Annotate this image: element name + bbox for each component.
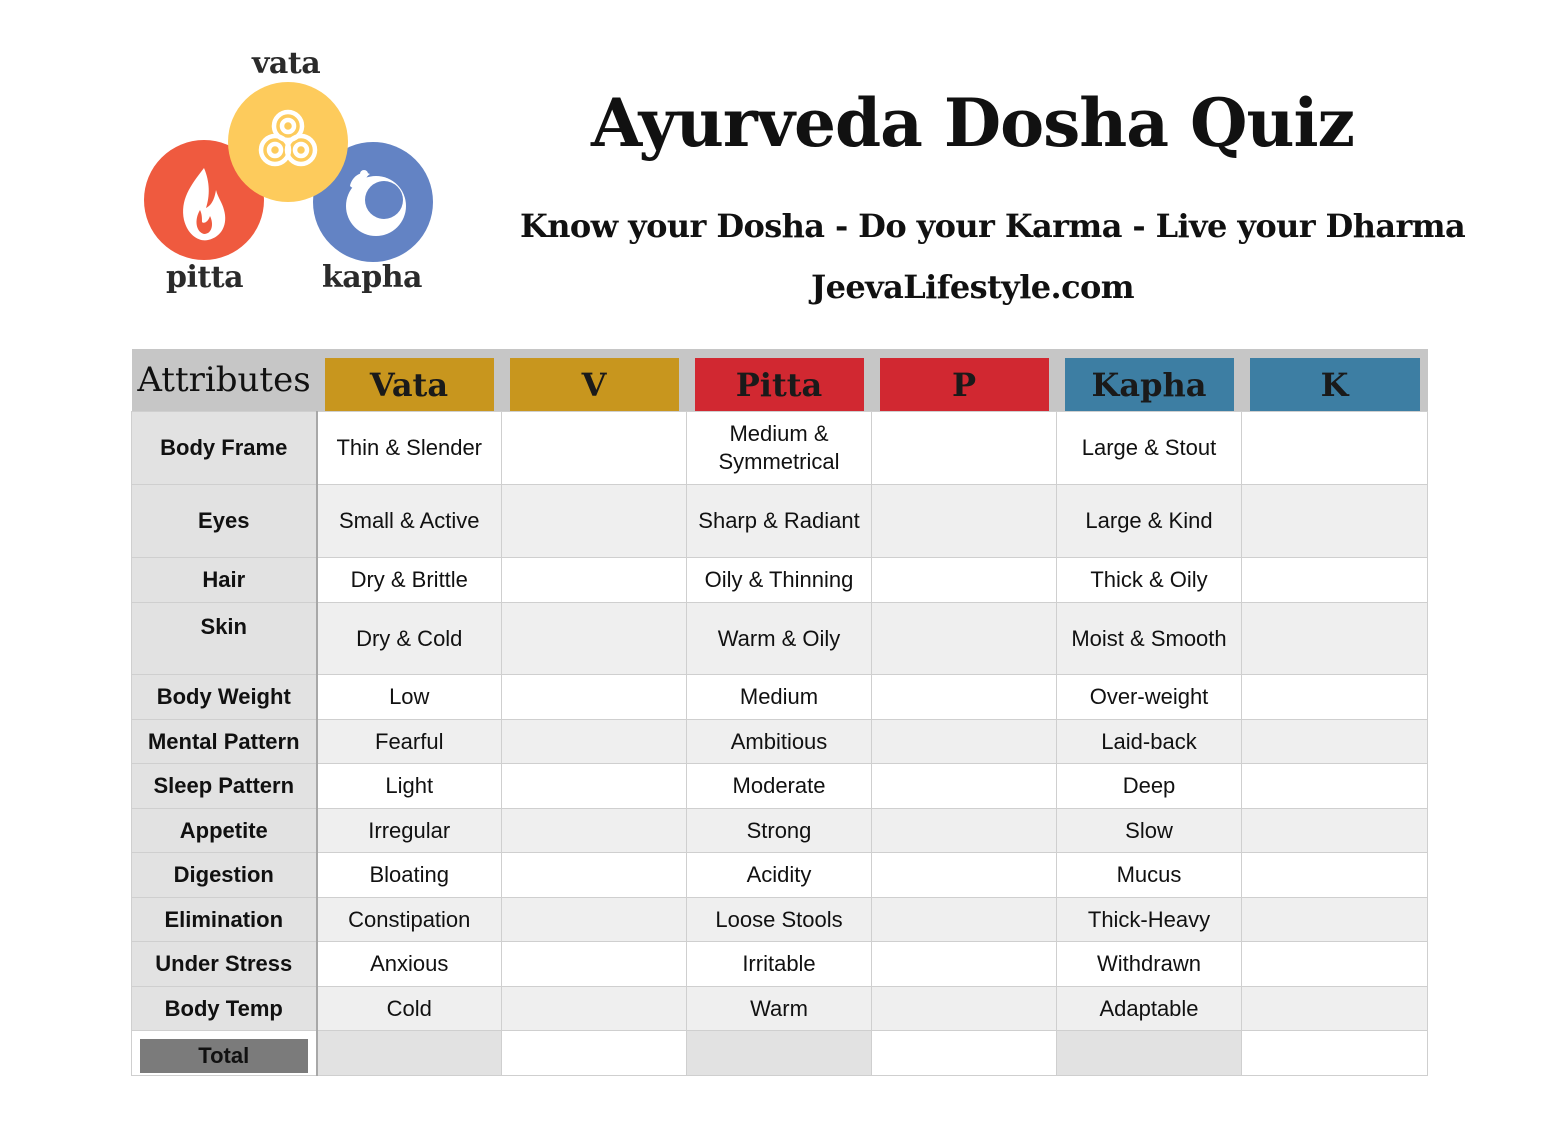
pitta-total-cell — [687, 1031, 872, 1076]
p-score-cell[interactable] — [872, 898, 1057, 942]
column-header-k-label: K — [1250, 358, 1420, 411]
vata-cell: Dry & Cold — [317, 603, 502, 675]
table-row — [132, 603, 1428, 675]
kapha-cell: Deep — [1057, 764, 1242, 809]
kapha-cell: Laid-back — [1057, 720, 1242, 764]
vata-cell: Constipation — [317, 898, 502, 942]
v-score-cell[interactable] — [502, 603, 687, 675]
column-header-vata — [317, 349, 502, 412]
table-row — [132, 558, 1428, 603]
column-header-k — [1242, 349, 1428, 412]
pitta-cell: Medium — [687, 675, 872, 720]
vata-cell: Cold — [317, 987, 502, 1031]
total-label: Total — [140, 1039, 308, 1073]
pitta-cell: Loose Stools — [687, 898, 872, 942]
attribute-cell: Digestion — [132, 853, 317, 898]
table-row — [132, 764, 1428, 809]
kapha-cell: Large & Stout — [1057, 412, 1242, 485]
column-header-pitta — [687, 349, 872, 412]
vata-cell: Anxious — [317, 942, 502, 987]
vata-cell: Bloating — [317, 853, 502, 898]
table-row — [132, 898, 1428, 942]
attribute-cell: Skin — [132, 603, 317, 675]
k-total-cell[interactable] — [1242, 1031, 1428, 1076]
vata-cell: Small & Active — [317, 485, 502, 558]
v-score-cell[interactable] — [502, 412, 687, 485]
k-score-cell[interactable] — [1242, 720, 1428, 764]
page-subtitle: Know your Dosha - Do your Karma - Live your Dharma — [520, 207, 1466, 245]
p-score-cell[interactable] — [872, 675, 1057, 720]
k-score-cell[interactable] — [1242, 485, 1428, 558]
v-score-cell[interactable] — [502, 675, 687, 720]
p-score-cell[interactable] — [872, 809, 1057, 853]
pitta-cell: Strong — [687, 809, 872, 853]
p-score-cell[interactable] — [872, 558, 1057, 603]
kapha-cell: Large & Kind — [1057, 485, 1242, 558]
dosha-logo — [138, 40, 448, 310]
kapha-cell: Moist & Smooth — [1057, 603, 1242, 675]
table-row — [132, 485, 1428, 558]
k-score-cell[interactable] — [1242, 809, 1428, 853]
v-score-cell[interactable] — [502, 898, 687, 942]
attribute-cell: Hair — [132, 558, 317, 603]
attribute-cell: Body Frame — [132, 412, 317, 485]
k-score-cell[interactable] — [1242, 853, 1428, 898]
kapha-cell: Thick-Heavy — [1057, 898, 1242, 942]
kapha-logo-label: kapha — [322, 260, 422, 295]
column-header-vata-label: Vata — [325, 358, 494, 411]
k-score-cell[interactable] — [1242, 603, 1428, 675]
total-label-cell — [132, 1031, 317, 1076]
v-score-cell[interactable] — [502, 809, 687, 853]
p-total-cell[interactable] — [872, 1031, 1057, 1076]
column-header-pitta-label: Pitta — [695, 358, 864, 411]
vata-cell: Fearful — [317, 720, 502, 764]
total-row — [132, 1031, 1428, 1076]
attribute-cell: Body Temp — [132, 987, 317, 1031]
v-score-cell[interactable] — [502, 987, 687, 1031]
p-score-cell[interactable] — [872, 412, 1057, 485]
column-header-p — [872, 349, 1057, 412]
table-row — [132, 809, 1428, 853]
vata-cell: Low — [317, 675, 502, 720]
pitta-cell: Oily & Thinning — [687, 558, 872, 603]
pitta-cell: Moderate — [687, 764, 872, 809]
k-score-cell[interactable] — [1242, 412, 1428, 485]
table-row — [132, 720, 1428, 764]
vata-cell: Dry & Brittle — [317, 558, 502, 603]
pitta-cell: Ambitious — [687, 720, 872, 764]
kapha-total-cell — [1057, 1031, 1242, 1076]
p-score-cell[interactable] — [872, 485, 1057, 558]
kapha-cell: Over-weight — [1057, 675, 1242, 720]
kapha-cell: Mucus — [1057, 853, 1242, 898]
vata-cell: Irregular — [317, 809, 502, 853]
p-score-cell[interactable] — [872, 853, 1057, 898]
p-score-cell[interactable] — [872, 720, 1057, 764]
table-row — [132, 987, 1428, 1031]
vata-logo-label: vata — [252, 46, 321, 81]
p-score-cell[interactable] — [872, 764, 1057, 809]
pitta-cell: Warm & Oily — [687, 603, 872, 675]
column-header-attributes: Attributes — [132, 349, 317, 412]
table-row — [132, 412, 1428, 485]
attribute-cell: Eyes — [132, 485, 317, 558]
kapha-cell: Thick & Oily — [1057, 558, 1242, 603]
v-score-cell[interactable] — [502, 558, 687, 603]
v-score-cell[interactable] — [502, 942, 687, 987]
column-header-v — [502, 349, 687, 412]
attribute-cell: Mental Pattern — [132, 720, 317, 764]
table-header-row — [132, 349, 1428, 412]
table-row — [132, 853, 1428, 898]
p-score-cell[interactable] — [872, 987, 1057, 1031]
v-score-cell[interactable] — [502, 853, 687, 898]
v-total-cell[interactable] — [502, 1031, 687, 1076]
p-score-cell[interactable] — [872, 942, 1057, 987]
column-header-kapha-label: Kapha — [1065, 358, 1234, 411]
k-score-cell[interactable] — [1242, 942, 1428, 987]
attribute-cell: Sleep Pattern — [132, 764, 317, 809]
pitta-cell: Warm — [687, 987, 872, 1031]
pitta-cell: Sharp & Radiant — [687, 485, 872, 558]
attribute-cell: Body Weight — [132, 675, 317, 720]
k-score-cell[interactable] — [1242, 764, 1428, 809]
kapha-cell: Withdrawn — [1057, 942, 1242, 987]
v-score-cell[interactable] — [502, 764, 687, 809]
website-label: JeevaLifestyle.com — [811, 268, 1134, 306]
table-row — [132, 942, 1428, 987]
page-title: Ayurveda Dosha Quiz — [590, 84, 1355, 162]
kapha-cell: Adaptable — [1057, 987, 1242, 1031]
kapha-cell: Slow — [1057, 809, 1242, 853]
k-score-cell[interactable] — [1242, 558, 1428, 603]
vata-cell: Light — [317, 764, 502, 809]
column-header-p-label: P — [880, 358, 1049, 411]
k-score-cell[interactable] — [1242, 987, 1428, 1031]
v-score-cell[interactable] — [502, 720, 687, 764]
attribute-cell: Elimination — [132, 898, 317, 942]
vata-cell: Thin & Slender — [317, 412, 502, 485]
k-score-cell[interactable] — [1242, 898, 1428, 942]
pitta-cell: Medium & Symmetrical — [687, 412, 872, 485]
column-header-v-label: V — [510, 358, 679, 411]
attribute-cell: Under Stress — [132, 942, 317, 987]
pitta-cell: Acidity — [687, 853, 872, 898]
k-score-cell[interactable] — [1242, 675, 1428, 720]
vata-total-cell — [317, 1031, 502, 1076]
table-row — [132, 675, 1428, 720]
p-score-cell[interactable] — [872, 603, 1057, 675]
attribute-cell: Appetite — [132, 809, 317, 853]
dosha-quiz-table — [131, 349, 1428, 1076]
pitta-logo-label: pitta — [166, 260, 244, 295]
column-header-kapha — [1057, 349, 1242, 412]
v-score-cell[interactable] — [502, 485, 687, 558]
pitta-cell: Irritable — [687, 942, 872, 987]
